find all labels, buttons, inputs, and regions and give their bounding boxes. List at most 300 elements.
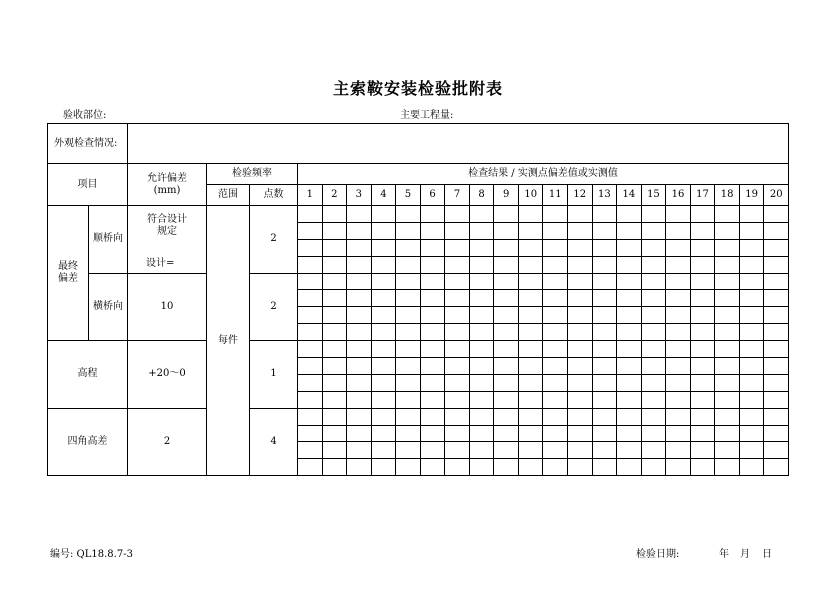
measure-cell[interactable] bbox=[518, 341, 543, 358]
measure-cell[interactable] bbox=[322, 442, 347, 459]
measure-cell[interactable] bbox=[396, 206, 421, 223]
measure-cell[interactable] bbox=[322, 408, 347, 425]
measure-cell[interactable] bbox=[518, 374, 543, 391]
measure-cell[interactable] bbox=[641, 391, 666, 408]
measure-cell[interactable] bbox=[494, 425, 519, 442]
measure-cell[interactable] bbox=[715, 358, 740, 375]
measure-cell[interactable] bbox=[396, 341, 421, 358]
measure-cell[interactable] bbox=[347, 459, 372, 476]
measure-cell[interactable] bbox=[371, 459, 396, 476]
measure-cell[interactable] bbox=[322, 459, 347, 476]
measure-cell[interactable] bbox=[396, 374, 421, 391]
measure-cell[interactable] bbox=[592, 408, 617, 425]
measure-cell[interactable] bbox=[347, 222, 372, 239]
measure-cell[interactable] bbox=[420, 391, 445, 408]
measure-cell[interactable] bbox=[715, 239, 740, 256]
measure-cell[interactable] bbox=[690, 206, 715, 223]
measure-cell[interactable] bbox=[543, 273, 568, 290]
measure-cell[interactable] bbox=[322, 307, 347, 324]
measure-cell[interactable] bbox=[666, 273, 691, 290]
measure-cell[interactable] bbox=[592, 425, 617, 442]
appearance-input[interactable] bbox=[128, 124, 789, 164]
measure-cell[interactable] bbox=[568, 459, 593, 476]
measure-cell[interactable] bbox=[298, 273, 323, 290]
measure-cell[interactable] bbox=[420, 273, 445, 290]
measure-cell[interactable] bbox=[396, 358, 421, 375]
measure-cell[interactable] bbox=[445, 425, 470, 442]
measure-cell[interactable] bbox=[445, 358, 470, 375]
measure-cell[interactable] bbox=[568, 206, 593, 223]
measure-cell[interactable] bbox=[518, 307, 543, 324]
measure-cell[interactable] bbox=[371, 442, 396, 459]
measure-cell[interactable] bbox=[617, 222, 642, 239]
measure-cell[interactable] bbox=[764, 459, 789, 476]
measure-cell[interactable] bbox=[371, 358, 396, 375]
measure-cell[interactable] bbox=[396, 273, 421, 290]
measure-cell[interactable] bbox=[764, 239, 789, 256]
measure-cell[interactable] bbox=[371, 290, 396, 307]
measure-cell[interactable] bbox=[298, 374, 323, 391]
measure-cell[interactable] bbox=[396, 324, 421, 341]
measure-cell[interactable] bbox=[764, 273, 789, 290]
measure-cell[interactable] bbox=[298, 290, 323, 307]
measure-cell[interactable] bbox=[764, 256, 789, 273]
measure-cell[interactable] bbox=[347, 324, 372, 341]
measure-cell[interactable] bbox=[420, 256, 445, 273]
measure-cell[interactable] bbox=[518, 290, 543, 307]
measure-cell[interactable] bbox=[494, 408, 519, 425]
measure-cell[interactable] bbox=[347, 425, 372, 442]
measure-cell[interactable] bbox=[322, 206, 347, 223]
measure-cell[interactable] bbox=[715, 459, 740, 476]
measure-cell[interactable] bbox=[347, 358, 372, 375]
measure-cell[interactable] bbox=[469, 425, 494, 442]
measure-cell[interactable] bbox=[518, 358, 543, 375]
measure-cell[interactable] bbox=[568, 341, 593, 358]
measure-cell[interactable] bbox=[445, 374, 470, 391]
measure-cell[interactable] bbox=[371, 206, 396, 223]
measure-cell[interactable] bbox=[764, 358, 789, 375]
measure-cell[interactable] bbox=[420, 341, 445, 358]
measure-cell[interactable] bbox=[494, 239, 519, 256]
measure-cell[interactable] bbox=[666, 341, 691, 358]
measure-cell[interactable] bbox=[420, 425, 445, 442]
measure-cell[interactable] bbox=[715, 408, 740, 425]
measure-cell[interactable] bbox=[568, 239, 593, 256]
measure-cell[interactable] bbox=[568, 442, 593, 459]
measure-cell[interactable] bbox=[396, 222, 421, 239]
measure-cell[interactable] bbox=[420, 290, 445, 307]
measure-cell[interactable] bbox=[445, 391, 470, 408]
measure-cell[interactable] bbox=[666, 408, 691, 425]
measure-cell[interactable] bbox=[518, 206, 543, 223]
measure-cell[interactable] bbox=[641, 222, 666, 239]
measure-cell[interactable] bbox=[690, 324, 715, 341]
measure-cell[interactable] bbox=[739, 459, 764, 476]
measure-cell[interactable] bbox=[469, 408, 494, 425]
measure-cell[interactable] bbox=[396, 459, 421, 476]
measure-cell[interactable] bbox=[347, 307, 372, 324]
measure-cell[interactable] bbox=[641, 239, 666, 256]
measure-cell[interactable] bbox=[420, 358, 445, 375]
measure-cell[interactable] bbox=[396, 442, 421, 459]
measure-cell[interactable] bbox=[592, 374, 617, 391]
measure-cell[interactable] bbox=[690, 442, 715, 459]
measure-cell[interactable] bbox=[396, 408, 421, 425]
measure-cell[interactable] bbox=[592, 290, 617, 307]
measure-cell[interactable] bbox=[322, 273, 347, 290]
measure-cell[interactable] bbox=[764, 324, 789, 341]
measure-cell[interactable] bbox=[641, 408, 666, 425]
measure-cell[interactable] bbox=[666, 425, 691, 442]
measure-cell[interactable] bbox=[322, 256, 347, 273]
measure-cell[interactable] bbox=[690, 273, 715, 290]
measure-cell[interactable] bbox=[568, 307, 593, 324]
measure-cell[interactable] bbox=[690, 290, 715, 307]
measure-cell[interactable] bbox=[690, 222, 715, 239]
measure-cell[interactable] bbox=[469, 206, 494, 223]
measure-cell[interactable] bbox=[322, 239, 347, 256]
measure-cell[interactable] bbox=[568, 273, 593, 290]
measure-cell[interactable] bbox=[739, 324, 764, 341]
measure-cell[interactable] bbox=[494, 256, 519, 273]
measure-cell[interactable] bbox=[739, 239, 764, 256]
measure-cell[interactable] bbox=[592, 391, 617, 408]
measure-cell[interactable] bbox=[739, 256, 764, 273]
measure-cell[interactable] bbox=[494, 273, 519, 290]
measure-cell[interactable] bbox=[445, 222, 470, 239]
measure-cell[interactable] bbox=[322, 222, 347, 239]
measure-cell[interactable] bbox=[592, 256, 617, 273]
measure-cell[interactable] bbox=[617, 324, 642, 341]
measure-cell[interactable] bbox=[543, 239, 568, 256]
measure-cell[interactable] bbox=[764, 290, 789, 307]
measure-cell[interactable] bbox=[568, 358, 593, 375]
measure-cell[interactable] bbox=[518, 256, 543, 273]
measure-cell[interactable] bbox=[641, 324, 666, 341]
measure-cell[interactable] bbox=[371, 222, 396, 239]
measure-cell[interactable] bbox=[445, 290, 470, 307]
measure-cell[interactable] bbox=[543, 341, 568, 358]
measure-cell[interactable] bbox=[764, 341, 789, 358]
measure-cell[interactable] bbox=[322, 358, 347, 375]
measure-cell[interactable] bbox=[568, 324, 593, 341]
measure-cell[interactable] bbox=[690, 459, 715, 476]
measure-cell[interactable] bbox=[641, 442, 666, 459]
measure-cell[interactable] bbox=[494, 324, 519, 341]
measure-cell[interactable] bbox=[617, 256, 642, 273]
measure-cell[interactable] bbox=[690, 391, 715, 408]
measure-cell[interactable] bbox=[568, 391, 593, 408]
measure-cell[interactable] bbox=[298, 256, 323, 273]
measure-cell[interactable] bbox=[715, 341, 740, 358]
measure-cell[interactable] bbox=[518, 324, 543, 341]
measure-cell[interactable] bbox=[641, 256, 666, 273]
measure-cell[interactable] bbox=[347, 442, 372, 459]
measure-cell[interactable] bbox=[543, 374, 568, 391]
measure-cell[interactable] bbox=[666, 442, 691, 459]
measure-cell[interactable] bbox=[764, 222, 789, 239]
measure-cell[interactable] bbox=[739, 290, 764, 307]
measure-cell[interactable] bbox=[543, 425, 568, 442]
measure-cell[interactable] bbox=[469, 222, 494, 239]
measure-cell[interactable] bbox=[371, 391, 396, 408]
measure-cell[interactable] bbox=[666, 256, 691, 273]
measure-cell[interactable] bbox=[715, 222, 740, 239]
measure-cell[interactable] bbox=[592, 273, 617, 290]
measure-cell[interactable] bbox=[568, 222, 593, 239]
measure-cell[interactable] bbox=[690, 358, 715, 375]
measure-cell[interactable] bbox=[347, 290, 372, 307]
measure-cell[interactable] bbox=[739, 408, 764, 425]
measure-cell[interactable] bbox=[715, 256, 740, 273]
measure-cell[interactable] bbox=[592, 358, 617, 375]
measure-cell[interactable] bbox=[666, 358, 691, 375]
measure-cell[interactable] bbox=[469, 459, 494, 476]
measure-cell[interactable] bbox=[371, 324, 396, 341]
measure-cell[interactable] bbox=[494, 442, 519, 459]
measure-cell[interactable] bbox=[690, 374, 715, 391]
measure-cell[interactable] bbox=[420, 206, 445, 223]
measure-cell[interactable] bbox=[739, 374, 764, 391]
measure-cell[interactable] bbox=[543, 290, 568, 307]
measure-cell[interactable] bbox=[592, 442, 617, 459]
measure-cell[interactable] bbox=[371, 341, 396, 358]
measure-cell[interactable] bbox=[494, 391, 519, 408]
measure-cell[interactable] bbox=[298, 341, 323, 358]
measure-cell[interactable] bbox=[543, 459, 568, 476]
measure-cell[interactable] bbox=[617, 374, 642, 391]
measure-cell[interactable] bbox=[543, 324, 568, 341]
measure-cell[interactable] bbox=[666, 459, 691, 476]
measure-cell[interactable] bbox=[298, 358, 323, 375]
measure-cell[interactable] bbox=[739, 307, 764, 324]
measure-cell[interactable] bbox=[445, 442, 470, 459]
measure-cell[interactable] bbox=[494, 374, 519, 391]
measure-cell[interactable] bbox=[764, 408, 789, 425]
measure-cell[interactable] bbox=[298, 206, 323, 223]
measure-cell[interactable] bbox=[396, 425, 421, 442]
measure-cell[interactable] bbox=[298, 425, 323, 442]
measure-cell[interactable] bbox=[568, 425, 593, 442]
measure-cell[interactable] bbox=[396, 239, 421, 256]
measure-cell[interactable] bbox=[617, 425, 642, 442]
measure-cell[interactable] bbox=[641, 459, 666, 476]
measure-cell[interactable] bbox=[322, 425, 347, 442]
measure-cell[interactable] bbox=[592, 324, 617, 341]
measure-cell[interactable] bbox=[715, 206, 740, 223]
measure-cell[interactable] bbox=[371, 239, 396, 256]
measure-cell[interactable] bbox=[764, 425, 789, 442]
measure-cell[interactable] bbox=[445, 324, 470, 341]
measure-cell[interactable] bbox=[347, 273, 372, 290]
measure-cell[interactable] bbox=[420, 408, 445, 425]
measure-cell[interactable] bbox=[518, 459, 543, 476]
measure-cell[interactable] bbox=[494, 206, 519, 223]
measure-cell[interactable] bbox=[518, 391, 543, 408]
measure-cell[interactable] bbox=[739, 358, 764, 375]
measure-cell[interactable] bbox=[469, 324, 494, 341]
measure-cell[interactable] bbox=[469, 256, 494, 273]
measure-cell[interactable] bbox=[617, 206, 642, 223]
measure-cell[interactable] bbox=[371, 408, 396, 425]
measure-cell[interactable] bbox=[347, 239, 372, 256]
measure-cell[interactable] bbox=[494, 307, 519, 324]
measure-cell[interactable] bbox=[420, 442, 445, 459]
measure-cell[interactable] bbox=[445, 206, 470, 223]
measure-cell[interactable] bbox=[739, 391, 764, 408]
measure-cell[interactable] bbox=[715, 290, 740, 307]
measure-cell[interactable] bbox=[641, 206, 666, 223]
measure-cell[interactable] bbox=[739, 341, 764, 358]
measure-cell[interactable] bbox=[322, 374, 347, 391]
measure-cell[interactable] bbox=[543, 206, 568, 223]
measure-cell[interactable] bbox=[592, 222, 617, 239]
measure-cell[interactable] bbox=[518, 222, 543, 239]
measure-cell[interactable] bbox=[494, 459, 519, 476]
measure-cell[interactable] bbox=[690, 307, 715, 324]
measure-cell[interactable] bbox=[568, 408, 593, 425]
measure-cell[interactable] bbox=[322, 391, 347, 408]
measure-cell[interactable] bbox=[568, 290, 593, 307]
measure-cell[interactable] bbox=[739, 206, 764, 223]
measure-cell[interactable] bbox=[764, 374, 789, 391]
measure-cell[interactable] bbox=[543, 391, 568, 408]
measure-cell[interactable] bbox=[641, 273, 666, 290]
measure-cell[interactable] bbox=[666, 307, 691, 324]
measure-cell[interactable] bbox=[715, 324, 740, 341]
measure-cell[interactable] bbox=[666, 222, 691, 239]
measure-cell[interactable] bbox=[298, 408, 323, 425]
measure-cell[interactable] bbox=[347, 391, 372, 408]
measure-cell[interactable] bbox=[715, 307, 740, 324]
measure-cell[interactable] bbox=[641, 307, 666, 324]
measure-cell[interactable] bbox=[445, 459, 470, 476]
measure-cell[interactable] bbox=[715, 425, 740, 442]
measure-cell[interactable] bbox=[739, 442, 764, 459]
measure-cell[interactable] bbox=[298, 239, 323, 256]
measure-cell[interactable] bbox=[690, 341, 715, 358]
measure-cell[interactable] bbox=[764, 442, 789, 459]
measure-cell[interactable] bbox=[715, 273, 740, 290]
measure-cell[interactable] bbox=[641, 290, 666, 307]
measure-cell[interactable] bbox=[518, 425, 543, 442]
measure-cell[interactable] bbox=[494, 341, 519, 358]
measure-cell[interactable] bbox=[739, 222, 764, 239]
measure-cell[interactable] bbox=[322, 324, 347, 341]
measure-cell[interactable] bbox=[617, 459, 642, 476]
measure-cell[interactable] bbox=[469, 374, 494, 391]
measure-cell[interactable] bbox=[617, 442, 642, 459]
measure-cell[interactable] bbox=[666, 239, 691, 256]
measure-cell[interactable] bbox=[641, 358, 666, 375]
measure-cell[interactable] bbox=[543, 222, 568, 239]
measure-cell[interactable] bbox=[396, 391, 421, 408]
measure-cell[interactable] bbox=[666, 324, 691, 341]
measure-cell[interactable] bbox=[298, 307, 323, 324]
measure-cell[interactable] bbox=[592, 459, 617, 476]
measure-cell[interactable] bbox=[690, 425, 715, 442]
measure-cell[interactable] bbox=[518, 239, 543, 256]
measure-cell[interactable] bbox=[396, 290, 421, 307]
measure-cell[interactable] bbox=[543, 358, 568, 375]
measure-cell[interactable] bbox=[666, 391, 691, 408]
measure-cell[interactable] bbox=[715, 391, 740, 408]
measure-cell[interactable] bbox=[347, 374, 372, 391]
measure-cell[interactable] bbox=[469, 239, 494, 256]
measure-cell[interactable] bbox=[690, 408, 715, 425]
measure-cell[interactable] bbox=[420, 222, 445, 239]
measure-cell[interactable] bbox=[469, 341, 494, 358]
measure-cell[interactable] bbox=[592, 341, 617, 358]
measure-cell[interactable] bbox=[617, 290, 642, 307]
measure-cell[interactable] bbox=[764, 307, 789, 324]
measure-cell[interactable] bbox=[347, 206, 372, 223]
measure-cell[interactable] bbox=[347, 341, 372, 358]
measure-cell[interactable] bbox=[298, 391, 323, 408]
measure-cell[interactable] bbox=[543, 408, 568, 425]
measure-cell[interactable] bbox=[690, 256, 715, 273]
measure-cell[interactable] bbox=[641, 425, 666, 442]
measure-cell[interactable] bbox=[420, 459, 445, 476]
measure-cell[interactable] bbox=[469, 358, 494, 375]
measure-cell[interactable] bbox=[445, 341, 470, 358]
measure-cell[interactable] bbox=[469, 290, 494, 307]
measure-cell[interactable] bbox=[445, 239, 470, 256]
measure-cell[interactable] bbox=[617, 307, 642, 324]
measure-cell[interactable] bbox=[666, 374, 691, 391]
measure-cell[interactable] bbox=[715, 374, 740, 391]
measure-cell[interactable] bbox=[347, 256, 372, 273]
measure-cell[interactable] bbox=[617, 391, 642, 408]
measure-cell[interactable] bbox=[494, 222, 519, 239]
measure-cell[interactable] bbox=[739, 273, 764, 290]
measure-cell[interactable] bbox=[764, 391, 789, 408]
measure-cell[interactable] bbox=[666, 206, 691, 223]
measure-cell[interactable] bbox=[469, 273, 494, 290]
measure-cell[interactable] bbox=[445, 307, 470, 324]
measure-cell[interactable] bbox=[371, 374, 396, 391]
measure-cell[interactable] bbox=[322, 290, 347, 307]
measure-cell[interactable] bbox=[690, 239, 715, 256]
measure-cell[interactable] bbox=[592, 206, 617, 223]
measure-cell[interactable] bbox=[420, 374, 445, 391]
measure-cell[interactable] bbox=[371, 256, 396, 273]
measure-cell[interactable] bbox=[298, 459, 323, 476]
measure-cell[interactable] bbox=[396, 307, 421, 324]
measure-cell[interactable] bbox=[445, 408, 470, 425]
measure-cell[interactable] bbox=[518, 442, 543, 459]
measure-cell[interactable] bbox=[371, 425, 396, 442]
measure-cell[interactable] bbox=[371, 273, 396, 290]
measure-cell[interactable] bbox=[420, 307, 445, 324]
measure-cell[interactable] bbox=[494, 290, 519, 307]
measure-cell[interactable] bbox=[715, 442, 740, 459]
measure-cell[interactable] bbox=[298, 442, 323, 459]
measure-cell[interactable] bbox=[592, 239, 617, 256]
measure-cell[interactable] bbox=[445, 273, 470, 290]
measure-cell[interactable] bbox=[543, 307, 568, 324]
measure-cell[interactable] bbox=[469, 442, 494, 459]
measure-cell[interactable] bbox=[298, 222, 323, 239]
measure-cell[interactable] bbox=[543, 442, 568, 459]
measure-cell[interactable] bbox=[420, 239, 445, 256]
measure-cell[interactable] bbox=[617, 358, 642, 375]
measure-cell[interactable] bbox=[469, 307, 494, 324]
measure-cell[interactable] bbox=[420, 324, 445, 341]
measure-cell[interactable] bbox=[518, 408, 543, 425]
measure-cell[interactable] bbox=[371, 307, 396, 324]
